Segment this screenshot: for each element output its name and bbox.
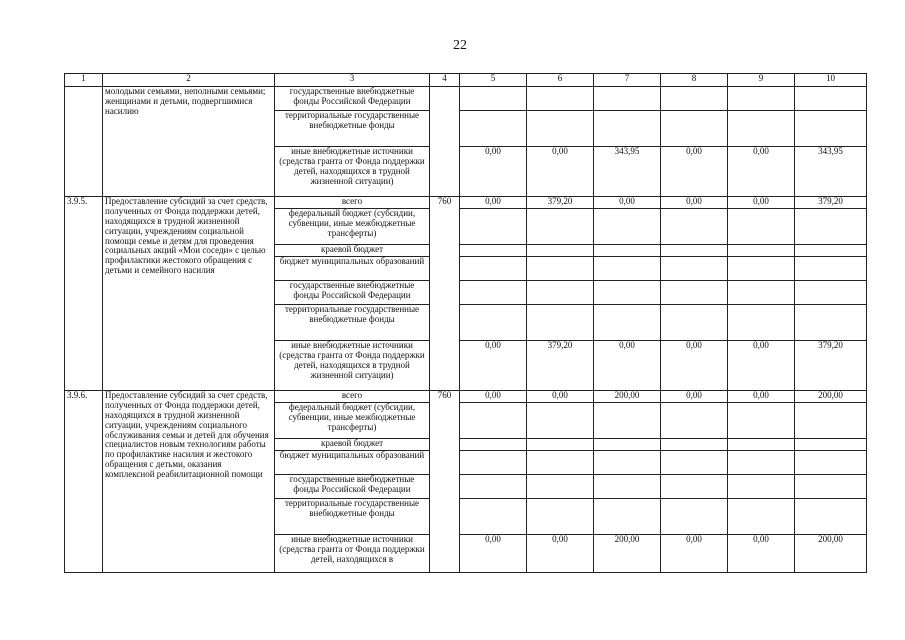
column-header: 5 <box>460 74 527 87</box>
value-cell: 379,20 <box>795 197 867 209</box>
value-cell <box>795 281 867 305</box>
column-header: 8 <box>661 74 728 87</box>
value-cell <box>728 209 795 245</box>
funding-source: государственные внебюджетные фонды Российской Федерации <box>275 475 430 499</box>
value-cell <box>661 209 728 245</box>
value-cell <box>527 499 594 535</box>
value-cell: 343,95 <box>795 147 867 197</box>
value-cell <box>460 87 527 111</box>
value-cell: 200,00 <box>594 391 661 403</box>
value-cell <box>728 439 795 451</box>
value-cell <box>728 281 795 305</box>
funding-source: государственные внебюджетные фонды Российской Федерации <box>275 87 430 111</box>
column-header: 3 <box>275 74 430 87</box>
value-cell <box>460 451 527 475</box>
value-cell <box>728 451 795 475</box>
value-cell: 379,20 <box>795 341 867 391</box>
funding-source: иные внебюджетные источники (средства гранта от Фонда поддержки детей, находящихся в <box>275 535 430 573</box>
column-header: 4 <box>430 74 460 87</box>
value-cell <box>527 439 594 451</box>
value-cell <box>594 209 661 245</box>
item-description: Предоставление субсидий за счет средств, полученных от Фонда поддержки детей, находящихся в трудной жизненной ситуации, учреждениям социального обслуживания семьи и детей для обучения специалистов новым технологиям работы по профилактике насилия и жестокого обращения с детьми, оказания комплексной реабилитационной помощи <box>103 391 275 573</box>
funding-source: краевой бюджет <box>275 245 430 257</box>
value-cell <box>795 305 867 341</box>
value-cell <box>728 403 795 439</box>
value-cell <box>795 475 867 499</box>
header-row <box>65 74 867 87</box>
column-header: 1 <box>65 74 103 87</box>
item-description: молодыми семьями, неполными семьями; женщинами и детьми, подвергшимися насилию <box>103 87 275 197</box>
value-cell: 0,00 <box>661 391 728 403</box>
value-cell <box>460 257 527 281</box>
value-cell <box>795 499 867 535</box>
funding-source: бюджет муниципальных образований <box>275 451 430 475</box>
value-cell: 0,00 <box>527 535 594 573</box>
column-header: 2 <box>103 74 275 87</box>
value-cell <box>661 451 728 475</box>
value-cell: 0,00 <box>460 391 527 403</box>
value-cell <box>594 281 661 305</box>
funding-source: всего <box>275 197 430 209</box>
value-cell: 0,00 <box>661 341 728 391</box>
value-cell <box>527 305 594 341</box>
value-cell <box>728 475 795 499</box>
value-cell <box>594 451 661 475</box>
value-cell: 0,00 <box>527 391 594 403</box>
funding-source: федеральный бюджет (субсидии, субвенции, иные межбюджетные трансферты) <box>275 209 430 245</box>
column-header: 7 <box>594 74 661 87</box>
value-cell <box>594 475 661 499</box>
value-cell <box>527 209 594 245</box>
value-cell: 379,20 <box>527 341 594 391</box>
value-cell: 0,00 <box>594 341 661 391</box>
value-cell <box>728 305 795 341</box>
value-cell <box>661 305 728 341</box>
funding-source: территориальные государственные внебюджетные фонды <box>275 111 430 147</box>
value-cell <box>795 209 867 245</box>
value-cell <box>460 281 527 305</box>
value-cell: 0,00 <box>527 147 594 197</box>
value-cell <box>460 209 527 245</box>
funding-source: государственные внебюджетные фонды Российской Федерации <box>275 281 430 305</box>
value-cell <box>594 305 661 341</box>
value-cell <box>460 403 527 439</box>
value-cell <box>728 499 795 535</box>
value-cell <box>661 499 728 535</box>
value-cell <box>527 451 594 475</box>
value-cell <box>460 305 527 341</box>
item-description: Предоставление субсидий за счет средств, полученных от Фонда поддержки детей, находящихся в трудной жизненной ситуации, учреждениям социальной помощи семье и детям для проведения социальных акций «Мои соседи» с целью профилактики жестокого обращения с детьми и семейного насилия <box>103 197 275 391</box>
value-cell <box>460 499 527 535</box>
funding-source: иные внебюджетные источники (средства гранта от Фонда поддержки детей, находящихся в трудной жизненной ситуации) <box>275 147 430 197</box>
value-cell: 379,20 <box>527 197 594 209</box>
column-header: 9 <box>728 74 795 87</box>
funding-source: всего <box>275 391 430 403</box>
item-number: 3.9.6. <box>65 391 103 573</box>
value-cell <box>527 87 594 111</box>
value-cell <box>460 475 527 499</box>
value-cell: 0,00 <box>460 197 527 209</box>
item-code <box>430 87 460 197</box>
column-header: 10 <box>795 74 867 87</box>
value-cell <box>594 439 661 451</box>
funding-source: иные внебюджетные источники (средства гранта от Фонда поддержки детей, находящихся в трудной жизненной ситуации) <box>275 341 430 391</box>
value-cell <box>661 257 728 281</box>
funding-source: краевой бюджет <box>275 439 430 451</box>
value-cell <box>594 87 661 111</box>
value-cell: 343,95 <box>594 147 661 197</box>
budget-table <box>64 73 867 573</box>
value-cell <box>527 403 594 439</box>
value-cell <box>594 245 661 257</box>
value-cell <box>460 111 527 147</box>
table-row <box>65 197 867 209</box>
table-row <box>65 87 867 111</box>
value-cell: 200,00 <box>795 535 867 573</box>
table-row <box>65 391 867 403</box>
value-cell <box>527 257 594 281</box>
value-cell <box>795 439 867 451</box>
value-cell: 200,00 <box>795 391 867 403</box>
value-cell <box>795 87 867 111</box>
value-cell: 0,00 <box>728 147 795 197</box>
item-code: 760 <box>430 197 460 391</box>
value-cell <box>661 281 728 305</box>
funding-source: бюджет муниципальных образований <box>275 257 430 281</box>
item-number: 3.9.5. <box>65 197 103 391</box>
value-cell <box>795 111 867 147</box>
funding-source: территориальные государственные внебюджетные фонды <box>275 499 430 535</box>
value-cell: 0,00 <box>728 535 795 573</box>
value-cell <box>728 257 795 281</box>
value-cell <box>661 245 728 257</box>
value-cell: 0,00 <box>728 391 795 403</box>
value-cell <box>661 87 728 111</box>
value-cell <box>527 245 594 257</box>
value-cell: 200,00 <box>594 535 661 573</box>
value-cell <box>728 245 795 257</box>
value-cell <box>795 257 867 281</box>
value-cell <box>661 403 728 439</box>
value-cell: 0,00 <box>594 197 661 209</box>
value-cell <box>661 475 728 499</box>
table-body <box>65 87 867 573</box>
value-cell: 0,00 <box>661 147 728 197</box>
value-cell <box>594 403 661 439</box>
value-cell <box>460 245 527 257</box>
value-cell <box>661 111 728 147</box>
value-cell: 0,00 <box>728 197 795 209</box>
value-cell <box>527 281 594 305</box>
item-code: 760 <box>430 391 460 573</box>
page-number: 22 <box>453 38 467 53</box>
column-header: 6 <box>527 74 594 87</box>
value-cell: 0,00 <box>460 147 527 197</box>
value-cell: 0,00 <box>460 341 527 391</box>
funding-source: федеральный бюджет (субсидии, субвенции, иные межбюджетные трансферты) <box>275 403 430 439</box>
value-cell <box>594 111 661 147</box>
value-cell <box>795 403 867 439</box>
value-cell <box>527 475 594 499</box>
value-cell: 0,00 <box>661 535 728 573</box>
funding-source: территориальные государственные внебюджетные фонды <box>275 305 430 341</box>
value-cell <box>728 87 795 111</box>
value-cell: 0,00 <box>728 341 795 391</box>
item-number <box>65 87 103 197</box>
value-cell <box>661 439 728 451</box>
value-cell <box>594 499 661 535</box>
value-cell <box>594 257 661 281</box>
value-cell <box>795 451 867 475</box>
value-cell: 0,00 <box>661 197 728 209</box>
value-cell <box>795 245 867 257</box>
value-cell <box>460 439 527 451</box>
value-cell <box>728 111 795 147</box>
value-cell <box>527 111 594 147</box>
value-cell: 0,00 <box>460 535 527 573</box>
